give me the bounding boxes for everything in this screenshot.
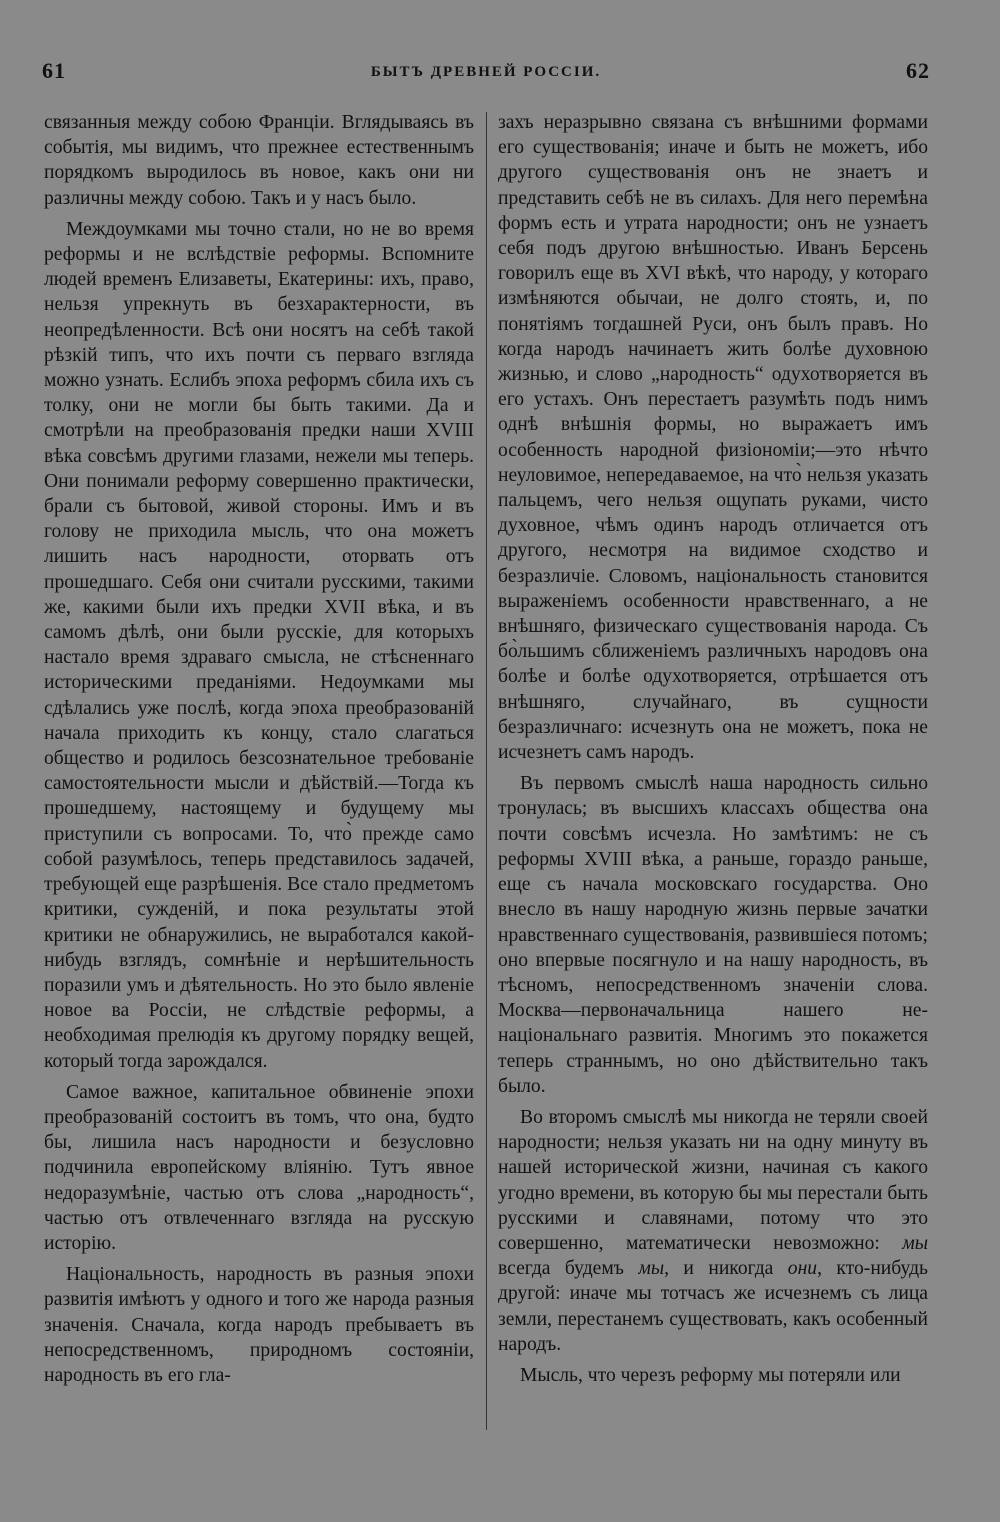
right-page-number: 62 [906, 58, 930, 83]
text-run: , кто-нибудь другой: иначе мы тотчасъ же исчезнемъ съ лица земли, перестанемъ существовать, какъ особенный народъ. [498, 1258, 928, 1355]
text-run: Во второмъ смыслѣ мы никогда не теряли своей народности; нельзя указать ни на одну минуту въ нашей исторической жизни, начиная съ какого угодно времени, въ которую бы мы перестали быть русскими и славянами, потому что это совершенно, математически невозможно: [498, 1106, 928, 1254]
text-run: , и никогда [664, 1258, 788, 1280]
running-title: БЫТЪ ДРЕВНЕЙ РОССІИ. [370, 64, 602, 80]
paragraph: Мысль, что черезъ реформу мы потеряли или [520, 1364, 901, 1386]
emphasis-we: мы [902, 1232, 928, 1254]
paragraph: Междоумками мы точно стали, но не во время реформы и не вслѣдствіе реформы. Вспомните людей временъ Елизаветы, Екатерины: ихъ, право, нельзя упрекнуть въ безхарактерности, въ неопредѣленности. Всѣ они носятъ на себѣ такой рѣзкій типъ, что ихъ почти съ перваго взгляда можно узнать. Еслибъ эпоха реформъ сбила ихъ съ толку, они не могли бы быть такими. Да и смотрѣли на преобразованія предки наши XVIII вѣка совсѣмъ другими глазами, нежели мы теперь. Они понимали реформу совершенно практически, брали съ бытовой, живой стороны. Имъ и въ голову не приходила мысль, что она можетъ лишить насъ народности, оторвать отъ прошедшаго. Себя они считали русскими, такими же, какими были ихъ предки XVII вѣка, и въ самомъ дѣлѣ, они были русскіе, для которыхъ настало время здраваго смысла, не стѣсненнаго историческими преданіями. Недоумками мы сдѣлались уже послѣ, когда эпоха преобразованій начала приходить къ концу, стало слагаться общество и родилось безсознательное требованіе самостоятельности мысли и дѣйствій.—Тогда къ прошедшему, настоящему и будущему мы приступили съ вопросами. То, что̀ прежде само собой разумѣлось, теперь представилось задачей, требующей еще разрѣшенія. Все стало предметомъ критики, сужденій, и пока результаты этой критики не обнаружились, не выработался какой-нибудь взглядъ, сомнѣніе и нерѣшительность поразили умъ и дѣятельность. Но это было явленіе новое ва Россіи, не слѣдствіе реформы, а необходимая прелюдія къ другому порядку вещей, который тогда зарождался. [44, 218, 474, 1072]
emphasis-we: мы [638, 1258, 665, 1280]
text-run: всегда будемъ [498, 1258, 639, 1280]
paragraph: Въ первомъ смыслѣ наша народность сильно тронулась; въ высшихъ классахъ общества она почти совсѣмъ исчезла. Но замѣтимъ: не съ реформы XVIII вѣка, а раньше, гораздо раньше, еще съ начала московскаго государства. Оно внесло въ нашу народную жизнь первые зачатки нравственнаго существованія, развившіеся потомъ; оно впервые посягнуло и на нашу народность, въ тѣсномъ, непосредственномъ значеніи слова. Москва—первоначальница нашего не-національнаго развитія. Многимъ это покажется теперь страннымъ, но оно дѣйствительно такъ было. [498, 773, 928, 1097]
page-header [42, 58, 930, 88]
paragraph: связанныя между собою Франціи. Вглядываясь въ событія, мы видимъ, что прежнее естественнымъ порядкомъ выродилось въ новое, какъ они ни различны между собою. Такъ и у насъ было. [44, 112, 474, 209]
left-page-number: 61 [42, 58, 66, 83]
paragraph: Самое важное, капитальное обвиненіе эпохи преобразованій состоитъ въ томъ, что она, будто бы, лишила насъ народности и безусловно подчинила европейскому вліянію. Тутъ явное недоразумѣніе, частью отъ слова „народность“, частью отъ отвлеченнаго взгляда на русскую исторію. [44, 1081, 474, 1254]
left-text-column [44, 110, 474, 1388]
paragraph [498, 1105, 928, 1357]
emphasis-they: они [787, 1258, 818, 1280]
right-text-column [498, 110, 928, 1388]
paragraph: Національность, народность въ разныя эпохи развитія имѣютъ у одного и того же народа разныя значенія. Сначала, когда народъ пребываетъ въ непосредственномъ, природномъ состояніи, народность въ его гла- [44, 1264, 474, 1386]
paragraph: захъ неразрывно связана съ внѣшними формами его существованія; иначе и быть не можетъ, ибо другого существованія онъ не знаетъ и представить себѣ не въ силахъ. Для него перемѣна формъ есть и утрата народности; онъ не узнаетъ себя подъ другою внѣшностью. Иванъ Берсень говорилъ еще въ XVI вѣкѣ, что народу, у котораго измѣняются обычаи, не долго стоять, и, по понятіямъ тогдашней Руси, онъ былъ правъ. Но когда народъ начинаетъ жить болѣе духовною жизнью, и слово „народность“ одухотворяется въ его устахъ. Онъ перестаетъ разумѣть подъ нимъ однѣ внѣшнія формы, но выражаетъ имъ особенность народной физіономіи;—это нѣчто неуловимое, непередаваемое, на что̀ нельзя указать пальцемъ, чего нельзя ощупать руками, чисто духовное, чѣмъ одинъ народъ отличается отъ другого, несмотря на видимое сходство и безразличіе. Словомъ, національность становится выраженіемъ особенности нравственнаго, а не внѣшняго, физическаго существованія народа. Съ бо̀льшимъ сближеніемъ различныхъ народовъ она болѣе и болѣе одухотворяется, отрѣшается отъ внѣшняго, случайнаго, въ сущности безразличнаго: исчезнуть она не можетъ, пока не исчезнетъ самъ народъ. [498, 112, 928, 764]
column-divider [486, 112, 487, 1430]
